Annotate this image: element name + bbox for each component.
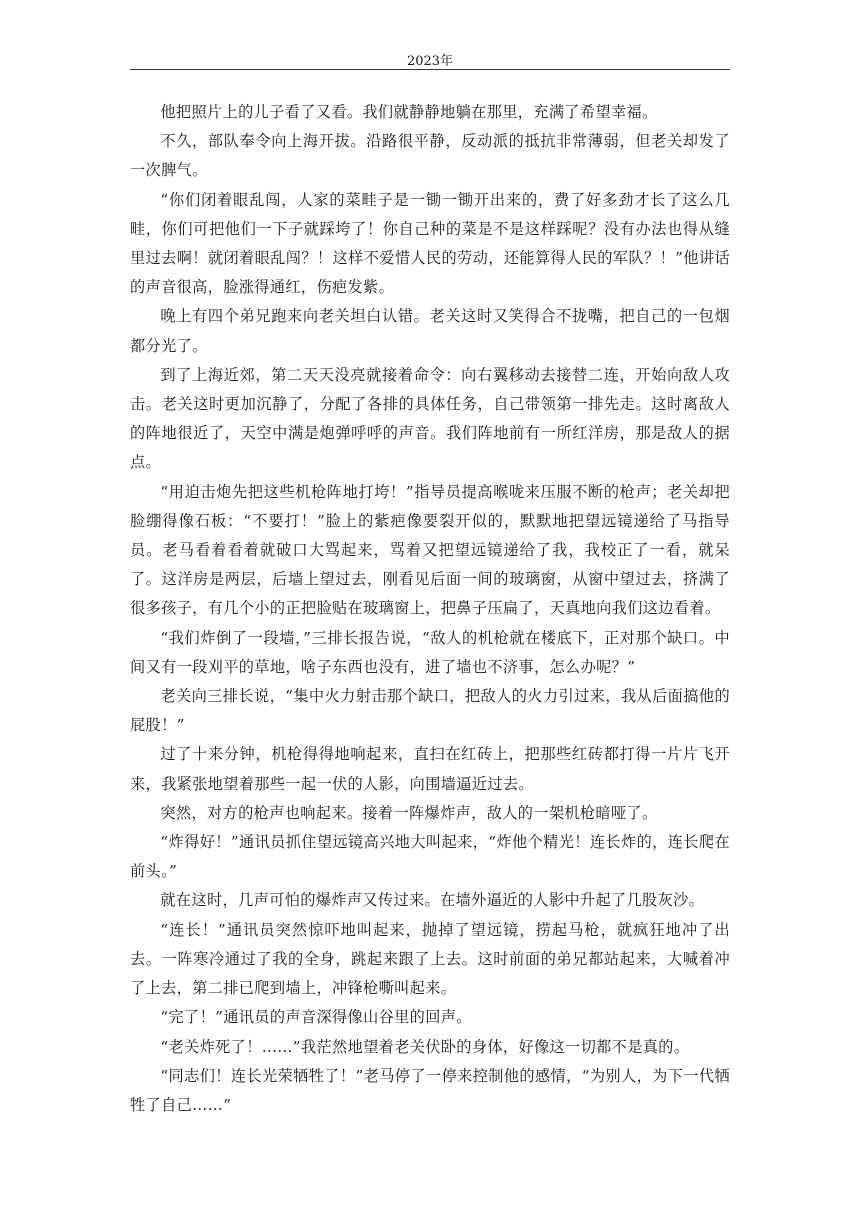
paragraph: 不久，部队奉令向上海开拔。沿路很平静，反动派的抵抗非常薄弱，但老关却发了一次脾气。: [130, 132, 730, 180]
header-divider: [130, 69, 730, 70]
paragraph: “连长！”通讯员突然惊吓地叫起来，抛掉了望远镜，捞起马枪，就疯狂地冲了出去。一阵寒冷通过了我的全身，跳起来跟了上去。这时前面的弟兄都站起来，大喊着冲了上去，第二排已爬到墙上，冲锋枪嘶叫起来。: [130, 920, 730, 998]
paragraph: “用迫击炮先把这些机枪阵地打垮！”指导员提高喉咙来压服不断的枪声；老关却把脸绷得像石板：“不要打！”脸上的紫疤像要裂开似的，默默地把望远镜递给了马指导员。老马看着看着就破口大骂起来，骂着又把望远镜递给了我，我校正了一看，就呆了。这洋房是两层，后墙上望过去，刚看见后面一间的玻璃窗，从窗中望过去，挤满了很多孩子，有几个小的正把脸贴在玻璃窗上，把鼻子压扁了，天真地向我们这边看着。: [130, 482, 730, 618]
paragraph: “你们闭着眼乱闯，人家的菜畦子是一锄一锄开出来的，费了好多劲才长了这么几畦，你们可把他们一下子就踩垮了！你自己种的菜是不是这样踩呢？没有办法也得从缝里过去啊！就闭着眼乱闯？！这样不爱惜人民的劳动，还能算得人民的军队？！”他讲话的声音很高，脸涨得通红，伤疤发紫。: [130, 190, 730, 297]
paragraph: “同志们！连长光荣牺牲了！”老马停了一停来控制他的感情，“为别人，为下一代牺牲了自己……”: [130, 1066, 730, 1114]
article-body: [130, 98, 730, 1120]
paragraph: 突然，对方的枪声也响起来。接着一阵爆炸声，敌人的一架机枪暗哑了。: [160, 803, 658, 822]
paragraph: 到了上海近郊，第二天天没亮就接着命令：向右翼移动去接替二连，开始向敌人攻击。老关这时更加沉静了，分配了各排的具体任务，自己带领第一排先走。这时离敌人的阵地很近了，天空中满是炮弹呼呼的声音。我们阵地前有一所红洋房，那是敌人的据点。: [130, 365, 730, 472]
paragraph: 就在这时，几声可怕的爆炸声又传过来。在墙外逼近的人影中升起了几股灰沙。: [160, 891, 705, 910]
paragraph: “炸得好！”通讯员抓住望远镜高兴地大叫起来，“炸他个精光！连长炸的，连长爬在前头。”: [130, 833, 730, 881]
paragraph: 晚上有四个弟兄跑来向老关坦白认错。老关这时又笑得合不拢嘴，把自己的一包烟都分光了。: [130, 307, 730, 355]
paragraph: 过了十来分钟，机枪得得地响起来，直扫在红砖上，把那些红砖都打得一片片飞开来，我紧张地望着那些一起一伏的人影，向围墙逼近过去。: [130, 745, 730, 793]
paragraph: 老关向三排长说，“集中火力射击那个缺口，把敌人的火力引过来，我从后面搞他的屁股！”: [130, 687, 730, 735]
paragraph: 他把照片上的儿子看了又看。我们就静静地躺在那里，充满了希望幸福。: [160, 103, 658, 121]
paragraph: “老关炸死了！……”我茫然地望着老关伏卧的身体，好像这一切都不是真的。: [160, 1037, 690, 1056]
paragraph: “完了！”通讯员的声音深得像山谷里的回声。: [160, 1008, 472, 1027]
page-header: 2023年: [406, 54, 454, 69]
paragraph: “我们炸倒了一段墙，”三排长报告说，“敌人的机枪就在楼底下，正对那个缺口。中间又有一段刈平的草地，啥子东西也没有，进了墙也不济事，怎么办呢？”: [130, 628, 730, 676]
